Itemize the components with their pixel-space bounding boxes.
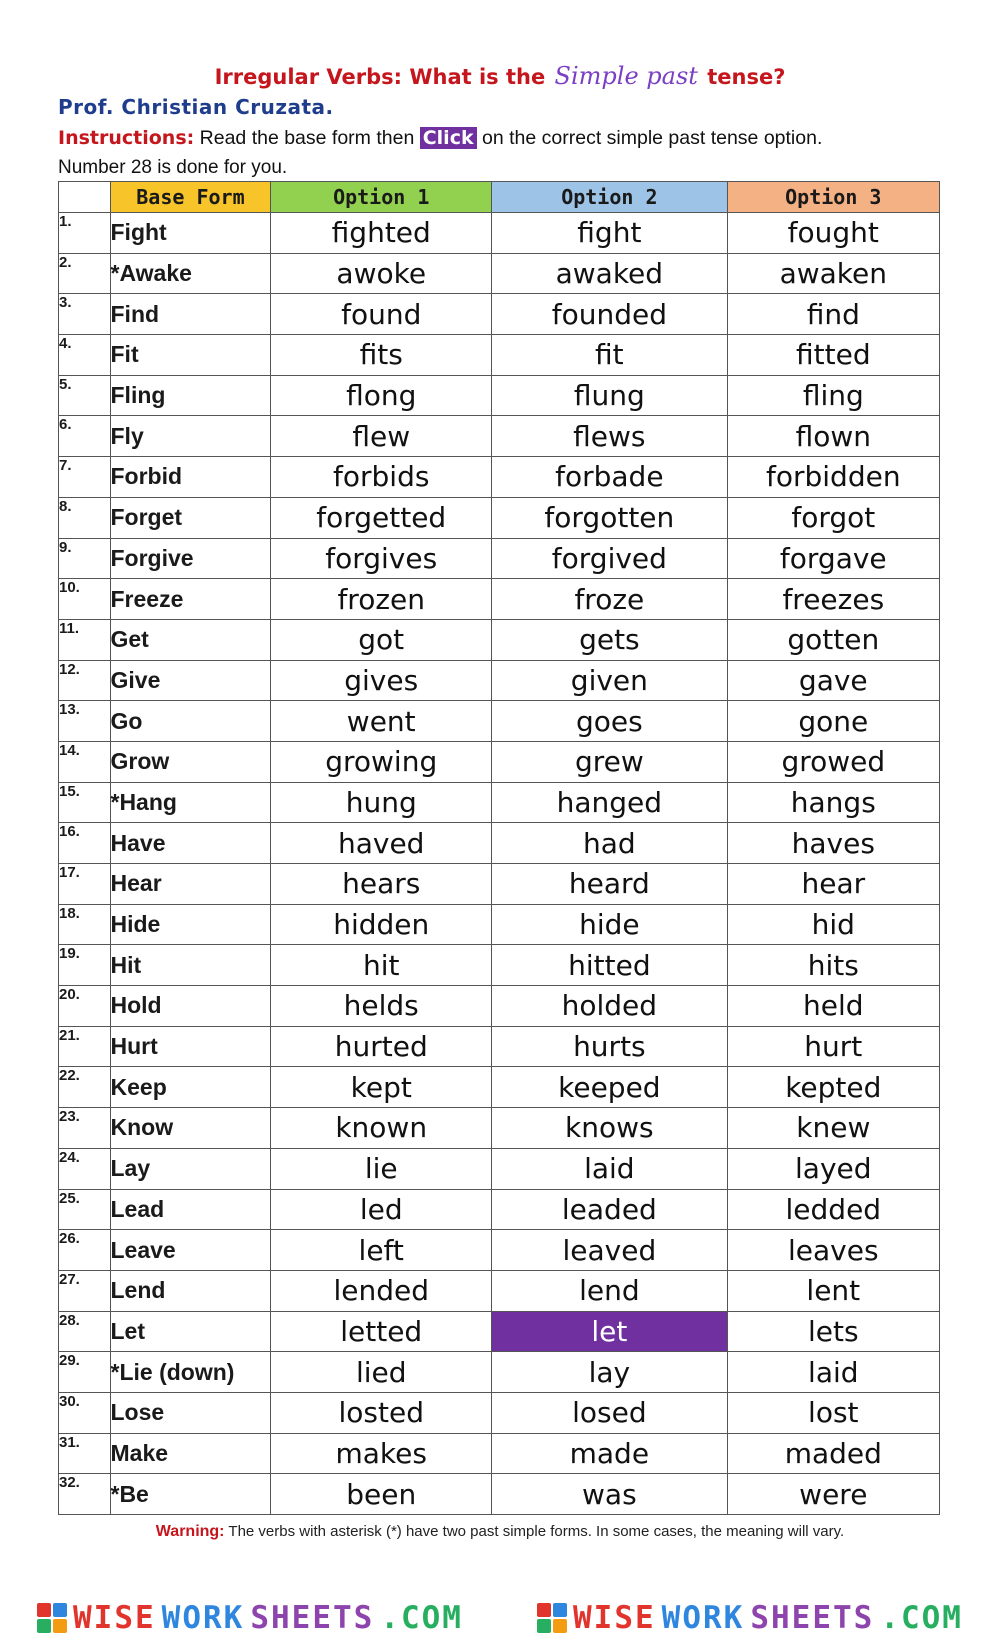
option-1-cell[interactable]: flew: [271, 416, 492, 457]
row-number: 5.: [59, 375, 111, 416]
header-option-1: Option 1: [271, 182, 492, 213]
base-form-cell: Hurt: [110, 1026, 271, 1067]
option-2-cell[interactable]: leaved: [492, 1230, 727, 1271]
table-row: [59, 1433, 940, 1474]
option-1-cell[interactable]: hears: [271, 864, 492, 905]
base-form-cell: Get: [110, 619, 271, 660]
option-2-cell[interactable]: flews: [492, 416, 727, 457]
table-row: [59, 1311, 940, 1352]
base-form-cell: Know: [110, 1108, 271, 1149]
option-3-cell[interactable]: were: [727, 1474, 939, 1515]
table-row: [59, 213, 940, 254]
table-row: [59, 823, 940, 864]
table-row: [59, 1352, 940, 1393]
base-form-cell: Lay: [110, 1148, 271, 1189]
row-number: 4.: [59, 335, 111, 376]
option-1-cell[interactable]: awoke: [271, 253, 492, 294]
warning-note: [0, 1523, 1000, 1541]
author-name: Prof. Christian Cruzata.: [58, 95, 334, 119]
base-form-cell: Lose: [110, 1392, 271, 1433]
option-1-cell[interactable]: forgetted: [271, 497, 492, 538]
base-form-cell: *Be: [110, 1474, 271, 1515]
option-3-cell[interactable]: awaken: [727, 253, 939, 294]
row-number: 22.: [59, 1067, 111, 1108]
option-2-cell[interactable]: gets: [492, 619, 727, 660]
option-2-cell[interactable]: flung: [492, 375, 727, 416]
option-2-cell[interactable]: hurts: [492, 1026, 727, 1067]
table-row: [59, 701, 940, 742]
option-2-cell[interactable]: keeped: [492, 1067, 727, 1108]
row-number: 25.: [59, 1189, 111, 1230]
option-2-cell[interactable]: forbade: [492, 457, 727, 498]
table-row: [59, 1189, 940, 1230]
option-2-cell[interactable]: lend: [492, 1270, 727, 1311]
base-form-cell: Hear: [110, 864, 271, 905]
option-1-cell[interactable]: lied: [271, 1352, 492, 1393]
logo-part-com: .COM: [880, 1600, 963, 1636]
base-form-cell: Fly: [110, 416, 271, 457]
option-2-cell[interactable]: let: [492, 1311, 727, 1352]
base-form-cell: Hit: [110, 945, 271, 986]
instructions-text-2: on the correct simple past tense option.: [482, 127, 823, 149]
option-3-cell[interactable]: kepted: [727, 1067, 939, 1108]
option-3-cell[interactable]: laid: [727, 1352, 939, 1393]
base-form-cell: Fit: [110, 335, 271, 376]
option-2-cell[interactable]: losed: [492, 1392, 727, 1433]
option-3-cell[interactable]: fought: [727, 213, 939, 254]
option-2-cell[interactable]: made: [492, 1433, 727, 1474]
base-form-cell: Make: [110, 1433, 271, 1474]
base-form-cell: *Lie (down): [110, 1352, 271, 1393]
instructions-text-1: Read the base form then: [199, 127, 415, 149]
option-2-cell[interactable]: grew: [492, 741, 727, 782]
table-row: [59, 1270, 940, 1311]
option-3-cell[interactable]: find: [727, 294, 939, 335]
option-1-cell[interactable]: flong: [271, 375, 492, 416]
instructions-label: Instructions:: [58, 127, 195, 149]
row-number: 21.: [59, 1026, 111, 1067]
option-3-cell[interactable]: maded: [727, 1433, 939, 1474]
option-1-cell[interactable]: hit: [271, 945, 492, 986]
row-number: 31.: [59, 1433, 111, 1474]
base-form-cell: *Hang: [110, 782, 271, 823]
base-form-cell: Fling: [110, 375, 271, 416]
logo-part-sheets: SHEETS: [750, 1600, 875, 1636]
option-1-cell[interactable]: helds: [271, 986, 492, 1027]
base-form-cell: Lend: [110, 1270, 271, 1311]
row-number: 2.: [59, 253, 111, 294]
option-1-cell[interactable]: lended: [271, 1270, 492, 1311]
base-form-cell: Forget: [110, 497, 271, 538]
option-3-cell[interactable]: layed: [727, 1148, 939, 1189]
row-number: 24.: [59, 1148, 111, 1189]
option-1-cell[interactable]: fits: [271, 335, 492, 376]
row-number: 23.: [59, 1108, 111, 1149]
row-number: 12.: [59, 660, 111, 701]
option-1-cell[interactable]: letted: [271, 1311, 492, 1352]
table-row: [59, 1392, 940, 1433]
table-row: [59, 1474, 940, 1515]
instructions-note: Number 28 is done for you.: [58, 157, 288, 178]
option-2-cell[interactable]: had: [492, 823, 727, 864]
base-form-cell: Forgive: [110, 538, 271, 579]
table-row: [59, 375, 940, 416]
table-row: [59, 416, 940, 457]
row-number: 8.: [59, 497, 111, 538]
base-form-cell: Find: [110, 294, 271, 335]
option-2-cell[interactable]: forgotten: [492, 497, 727, 538]
title-before: Irregular Verbs: What is the: [214, 65, 546, 89]
logo-part-wise: WISE: [73, 1600, 156, 1636]
option-3-cell[interactable]: knew: [727, 1108, 939, 1149]
option-1-cell[interactable]: gives: [271, 660, 492, 701]
logo-part-sheets: SHEETS: [250, 1600, 375, 1636]
option-2-cell[interactable]: hitted: [492, 945, 727, 986]
base-form-cell: *Awake: [110, 253, 271, 294]
header-option-2: Option 2: [492, 182, 727, 213]
table-row: [59, 294, 940, 335]
option-1-cell[interactable]: led: [271, 1189, 492, 1230]
option-2-cell[interactable]: lay: [492, 1352, 727, 1393]
base-form-cell: Fight: [110, 213, 271, 254]
logo-part-wise: WISE: [573, 1600, 656, 1636]
header-option-3: Option 3: [727, 182, 939, 213]
table-row: [59, 253, 940, 294]
row-number: 6.: [59, 416, 111, 457]
table-row: [59, 741, 940, 782]
row-number: 27.: [59, 1270, 111, 1311]
option-3-cell[interactable]: flown: [727, 416, 939, 457]
row-number: 16.: [59, 823, 111, 864]
option-3-cell[interactable]: gotten: [727, 619, 939, 660]
option-3-cell[interactable]: fling: [727, 375, 939, 416]
option-2-cell[interactable]: fit: [492, 335, 727, 376]
table-row: [59, 579, 940, 620]
warning-text: The verbs with asterisk (*) have two past simple forms. In some cases, the meaning will vary.: [228, 1523, 845, 1540]
option-2-cell[interactable]: was: [492, 1474, 727, 1515]
wiseworksheets-logo-icon: [37, 1603, 67, 1633]
option-1-cell[interactable]: left: [271, 1230, 492, 1271]
table-row: [59, 457, 940, 498]
option-1-cell[interactable]: kept: [271, 1067, 492, 1108]
base-form-cell: Freeze: [110, 579, 271, 620]
base-form-cell: Go: [110, 701, 271, 742]
table-row: [59, 1026, 940, 1067]
base-form-cell: Hold: [110, 986, 271, 1027]
table-row: [59, 497, 940, 538]
option-3-cell[interactable]: freezes: [727, 579, 939, 620]
option-2-cell[interactable]: fight: [492, 213, 727, 254]
row-number: 9.: [59, 538, 111, 579]
row-number: 26.: [59, 1230, 111, 1271]
option-1-cell[interactable]: lie: [271, 1148, 492, 1189]
base-form-cell: Forbid: [110, 457, 271, 498]
table-row: [59, 864, 940, 905]
row-number: 20.: [59, 986, 111, 1027]
row-number: 17.: [59, 864, 111, 905]
row-number: 13.: [59, 701, 111, 742]
option-3-cell[interactable]: haves: [727, 823, 939, 864]
option-3-cell[interactable]: lent: [727, 1270, 939, 1311]
page-title: [0, 62, 1000, 90]
table-row: [59, 660, 940, 701]
base-form-cell: Let: [110, 1311, 271, 1352]
table-row: [59, 1148, 940, 1189]
option-3-cell[interactable]: gave: [727, 660, 939, 701]
option-1-cell[interactable]: hidden: [271, 904, 492, 945]
option-1-cell[interactable]: known: [271, 1108, 492, 1149]
table-row: [59, 1108, 940, 1149]
base-form-cell: Have: [110, 823, 271, 864]
option-2-cell[interactable]: leaded: [492, 1189, 727, 1230]
option-2-cell[interactable]: heard: [492, 864, 727, 905]
option-2-cell[interactable]: froze: [492, 579, 727, 620]
option-2-cell[interactable]: knows: [492, 1108, 727, 1149]
option-2-cell[interactable]: founded: [492, 294, 727, 335]
base-form-cell: Grow: [110, 741, 271, 782]
logo-part-work: WORK: [661, 1600, 745, 1636]
option-3-cell[interactable]: fitted: [727, 335, 939, 376]
row-number: 1.: [59, 213, 111, 254]
option-1-cell[interactable]: been: [271, 1474, 492, 1515]
row-number: 32.: [59, 1474, 111, 1515]
row-number: 11.: [59, 619, 111, 660]
option-2-cell[interactable]: goes: [492, 701, 727, 742]
title-script: Simple past: [554, 62, 698, 90]
option-3-cell[interactable]: hurt: [727, 1026, 939, 1067]
warning-label: Warning:: [155, 1523, 225, 1540]
wiseworksheets-logo[interactable]: [37, 1600, 463, 1636]
option-2-cell[interactable]: awaked: [492, 253, 727, 294]
table-row: [59, 782, 940, 823]
option-1-cell[interactable]: found: [271, 294, 492, 335]
footer-logos: [0, 1598, 1000, 1638]
table-row: [59, 1067, 940, 1108]
option-1-cell[interactable]: growing: [271, 741, 492, 782]
row-number: 28.: [59, 1311, 111, 1352]
option-3-cell[interactable]: hid: [727, 904, 939, 945]
instructions: [58, 127, 960, 150]
option-2-cell[interactable]: forgived: [492, 538, 727, 579]
option-3-cell[interactable]: forgave: [727, 538, 939, 579]
table-row: [59, 538, 940, 579]
option-1-cell[interactable]: went: [271, 701, 492, 742]
option-3-cell[interactable]: lets: [727, 1311, 939, 1352]
row-number: 18.: [59, 904, 111, 945]
table-header-row: [59, 182, 940, 213]
option-1-cell[interactable]: losted: [271, 1392, 492, 1433]
verbs-table: [58, 181, 940, 1515]
table-row: [59, 335, 940, 376]
row-number: 19.: [59, 945, 111, 986]
option-3-cell[interactable]: hangs: [727, 782, 939, 823]
row-number: 14.: [59, 741, 111, 782]
row-number: 15.: [59, 782, 111, 823]
table-row: [59, 904, 940, 945]
row-number: 30.: [59, 1392, 111, 1433]
option-2-cell[interactable]: laid: [492, 1148, 727, 1189]
option-3-cell[interactable]: forbidden: [727, 457, 939, 498]
wiseworksheets-logo[interactable]: [537, 1600, 963, 1636]
option-2-cell[interactable]: hanged: [492, 782, 727, 823]
option-1-cell[interactable]: hurted: [271, 1026, 492, 1067]
row-number: 7.: [59, 457, 111, 498]
row-number: 10.: [59, 579, 111, 620]
wiseworksheets-logo-icon: [537, 1603, 567, 1633]
option-3-cell[interactable]: lost: [727, 1392, 939, 1433]
option-3-cell[interactable]: leaves: [727, 1230, 939, 1271]
option-3-cell[interactable]: gone: [727, 701, 939, 742]
option-3-cell[interactable]: forgot: [727, 497, 939, 538]
option-3-cell[interactable]: hear: [727, 864, 939, 905]
option-3-cell[interactable]: ledded: [727, 1189, 939, 1230]
header-number: [59, 182, 111, 213]
option-1-cell[interactable]: fighted: [271, 213, 492, 254]
base-form-cell: Leave: [110, 1230, 271, 1271]
option-1-cell[interactable]: forbids: [271, 457, 492, 498]
table-row: [59, 619, 940, 660]
base-form-cell: Lead: [110, 1189, 271, 1230]
option-1-cell[interactable]: makes: [271, 1433, 492, 1474]
title-after: tense?: [707, 65, 786, 89]
option-3-cell[interactable]: hits: [727, 945, 939, 986]
table-row: [59, 945, 940, 986]
header-base-form: Base Form: [110, 182, 271, 213]
logo-part-work: WORK: [161, 1600, 245, 1636]
option-1-cell[interactable]: hung: [271, 782, 492, 823]
option-2-cell[interactable]: given: [492, 660, 727, 701]
option-2-cell[interactable]: hide: [492, 904, 727, 945]
row-number: 29.: [59, 1352, 111, 1393]
option-3-cell[interactable]: held: [727, 986, 939, 1027]
click-badge: Click: [420, 127, 477, 149]
base-form-cell: Keep: [110, 1067, 271, 1108]
option-1-cell[interactable]: forgives: [271, 538, 492, 579]
option-3-cell[interactable]: growed: [727, 741, 939, 782]
option-1-cell[interactable]: haved: [271, 823, 492, 864]
option-1-cell[interactable]: frozen: [271, 579, 492, 620]
table-row: [59, 986, 940, 1027]
table-row: [59, 1230, 940, 1271]
logo-part-com: .COM: [380, 1600, 463, 1636]
row-number: 3.: [59, 294, 111, 335]
option-2-cell[interactable]: holded: [492, 986, 727, 1027]
base-form-cell: Hide: [110, 904, 271, 945]
base-form-cell: Give: [110, 660, 271, 701]
option-1-cell[interactable]: got: [271, 619, 492, 660]
